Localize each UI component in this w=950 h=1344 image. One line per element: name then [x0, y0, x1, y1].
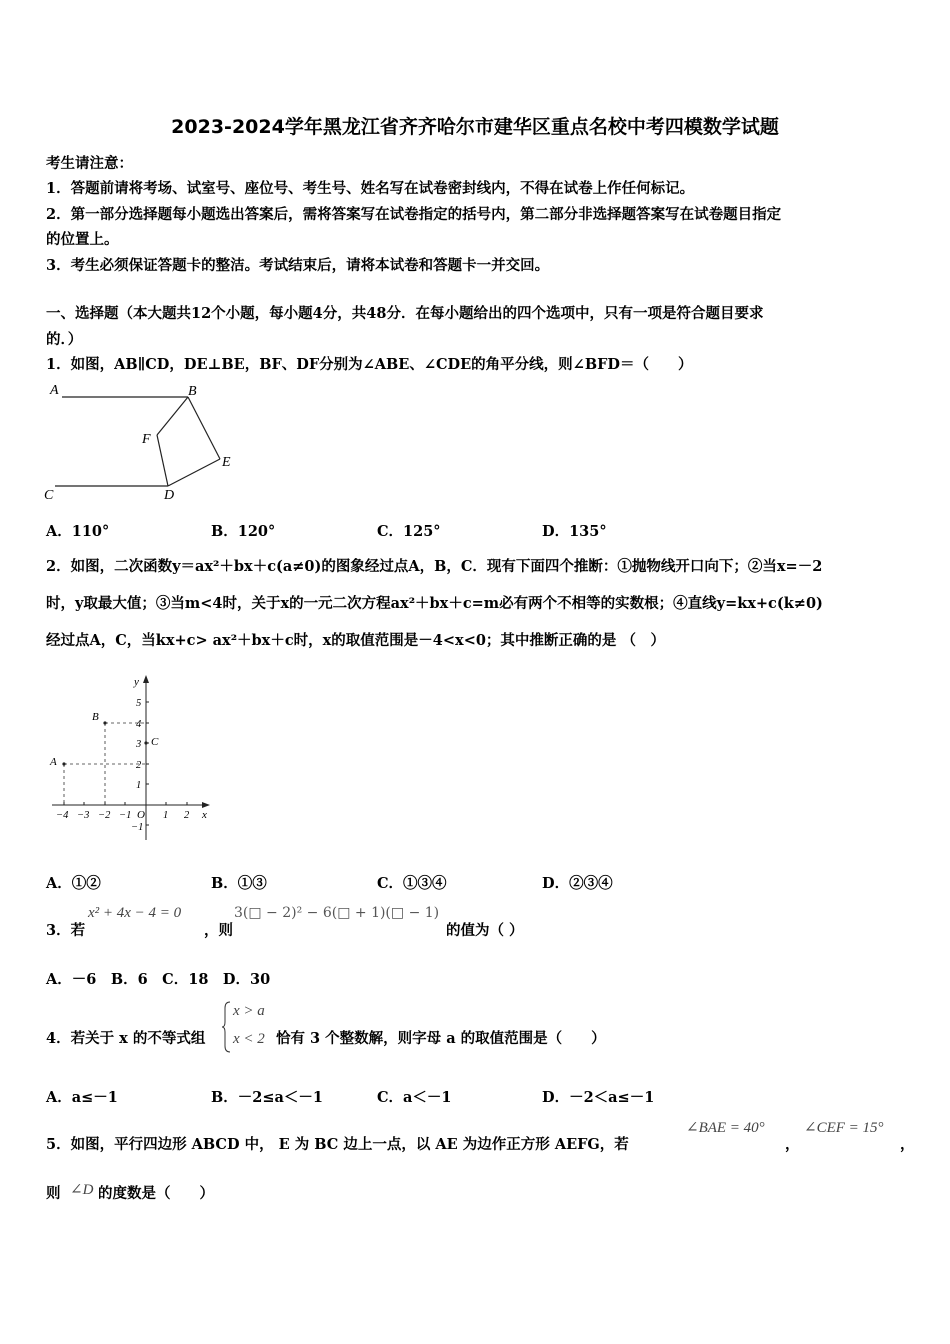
- q3-expression: 3(□ − 2)² − 6(□ + 1)(□ − 1): [234, 905, 440, 921]
- q4-option-c: C．a＜－1: [377, 1089, 452, 1106]
- q2-figure: [44, 668, 219, 848]
- q3-options: A．－6 B．6 C．18 D．30: [46, 971, 271, 988]
- q3-suffix: 的值为（ ）: [446, 922, 524, 939]
- segment-be: [188, 397, 220, 459]
- x-label-2: 2: [184, 810, 190, 821]
- q4-option-d: D．－2＜a≤－1: [542, 1089, 655, 1106]
- y-label-m1: −1: [131, 822, 144, 833]
- point-c-label: C: [151, 736, 159, 748]
- x-axis-arrow: [202, 802, 210, 808]
- y-label-4: 4: [136, 719, 142, 730]
- q3-equation-1: x² + 4x − 4 = 0: [88, 905, 182, 921]
- q2-line-2: 时，y取最大值；③当m<4时，关于x的一元二次方程ax²＋bx＋c=m必有两个不相等的实数根；④直线y=kx+c(k≠0): [46, 595, 823, 612]
- segment-bf: [157, 397, 188, 435]
- q3-prefix: 3．若: [46, 922, 86, 939]
- q2-option-d: D．②③④: [542, 875, 613, 892]
- notice-item-3: 3．考生必须保证答题卡的整洁。考试结束后，请将本试卷和答题卡一并交回。: [46, 257, 550, 274]
- y-label-5: 5: [136, 698, 142, 709]
- label-a: A: [50, 383, 59, 398]
- q5-angle-d: ∠D: [70, 1182, 94, 1198]
- q1-option-b: B．120°: [211, 523, 276, 540]
- q2-line-3: 经过点A，C，当kx+c> ax²＋bx＋c时，x的取值范围是－4<x<0；其中推断正确的是 （ ）: [46, 632, 665, 649]
- q1-option-c: C．125°: [377, 523, 441, 540]
- q2-option-a: A．①②: [46, 875, 101, 892]
- q5-angle-cef: ∠CEF = 15°: [804, 1120, 884, 1136]
- notice-item-2-cont: 的位置上。: [46, 231, 119, 248]
- q4-inequality-2: x < 2: [233, 1031, 265, 1047]
- q1-figure: [40, 378, 240, 503]
- x-label-1: 1: [163, 810, 169, 821]
- q2-option-c: C．①③④: [377, 875, 447, 892]
- x-label-m4: −4: [56, 810, 69, 821]
- point-b: [103, 721, 106, 724]
- q4-option-b: B．－2≤a＜－1: [211, 1089, 323, 1106]
- section-heading-cont: 的．）: [46, 331, 83, 348]
- x-label-m3: −3: [77, 810, 90, 821]
- y-label-3: 3: [136, 739, 142, 750]
- label-c: C: [44, 488, 54, 503]
- y-label-2: 2: [136, 760, 142, 771]
- q2-option-b: B．①③: [211, 875, 267, 892]
- q1-option-d: D．135°: [542, 523, 607, 540]
- y-axis-arrow: [143, 675, 149, 683]
- label-e: E: [222, 455, 231, 470]
- label-f: F: [142, 432, 151, 447]
- q5-comma-1: ，: [785, 1136, 800, 1153]
- q5-angle-bae: ∠BAE = 40°: [686, 1120, 765, 1136]
- q4-suffix: 恰有 3 个整数解，则字母 a 的取值范围是（ ）: [276, 1030, 606, 1047]
- q2-line-1: 2．如图，二次函数y＝ax²＋bx＋c(a≠0)的图象经过点A，B，C．现有下面四个推断：①抛物线开口向下；②当x=－2: [46, 558, 823, 575]
- q5-line2-prefix: 则: [46, 1185, 61, 1202]
- notice-item-1: 1．答题前请将考场、试室号、座位号、考生号、姓名写在试卷密封线内，不得在试卷上作任何标记。: [46, 180, 695, 197]
- x-axis-label: x: [202, 809, 207, 821]
- q5-line2-suffix: 的度数是（ ）: [98, 1185, 214, 1202]
- section-heading: 一、选择题（本大题共12个小题，每小题4分，共48分．在每小题给出的四个选项中，只有一项是符合题目要求: [46, 305, 764, 322]
- q4-option-a: A．a≤－1: [46, 1089, 118, 1106]
- y-axis-label: y: [134, 676, 139, 688]
- q1-option-a: A．110°: [46, 523, 110, 540]
- notice-item-2: 2．第一部分选择题每小题选出答案后，需将答案写在试卷指定的括号内，第二部分非选择题答案写在试卷题目指定: [46, 206, 782, 223]
- notice-heading: 考生请注意：: [46, 155, 133, 172]
- segment-df: [157, 435, 168, 486]
- q3-mid: ，则: [204, 922, 233, 939]
- label-b: B: [188, 384, 197, 399]
- label-d: D: [164, 488, 175, 503]
- segment-de: [168, 459, 220, 486]
- q5-comma-2: ，: [900, 1136, 915, 1153]
- point-a: [62, 762, 65, 765]
- q5-text: 5．如图，平行四边形 ABCD 中， E 为 BC 边上一点，以 AE 为边作正方形 AEFG，若: [46, 1136, 629, 1153]
- q1-text: 1．如图，AB∥CD，DE⊥BE，BF、DF分别为∠ABE、∠CDE的角平分线，则∠BFD＝（ ）: [46, 356, 693, 373]
- y-label-1: 1: [136, 780, 142, 791]
- x-label-m1: −1: [119, 810, 132, 821]
- page-title: 2023-2024学年黑龙江省齐齐哈尔市建华区重点名校中考四模数学试题: [171, 116, 779, 138]
- q4-brace: [222, 1000, 232, 1054]
- point-a-label: A: [50, 756, 57, 768]
- point-b-label: B: [92, 711, 99, 723]
- q4-prefix: 4．若关于 x 的不等式组: [46, 1030, 206, 1047]
- q4-inequality-1: x > a: [233, 1003, 265, 1019]
- x-label-m2: −2: [98, 810, 111, 821]
- origin-label: O: [137, 809, 145, 821]
